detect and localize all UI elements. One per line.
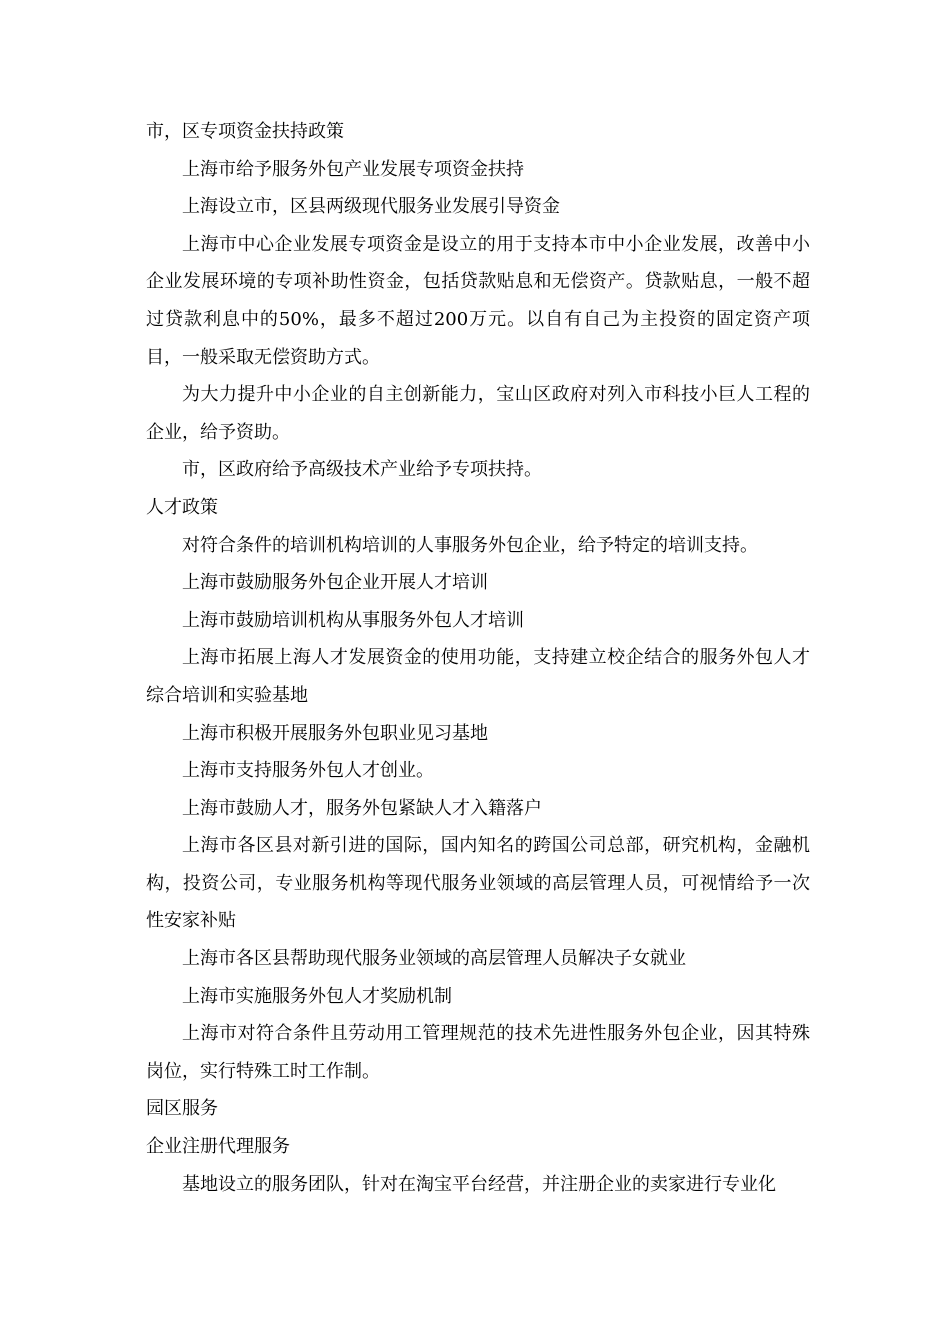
paragraph: 上海市中心企业发展专项资金是设立的用于支持本市中小企业发展，改善中小企业发展环境的专项补助性资金，包括贷款贴息和无偿资产。贷款贴息，一般不超过贷款利息中的50%，最多不超过200万元。以自有自己为主投资的固定资产项目，一般采取无偿资助方式。 — [146, 233, 810, 368]
paragraph: 上海市鼓励服务外包企业开展人才培训 — [182, 572, 488, 594]
section-heading: 人才政策 — [146, 496, 218, 518]
section-heading: 园区服务 — [146, 1098, 218, 1120]
subsection-heading: 企业注册代理服务 — [146, 1136, 290, 1158]
paragraph: 上海市各区县帮助现代服务业领域的高层管理人员解决子女就业 — [182, 948, 686, 970]
paragraph: 对符合条件的培训机构培训的人事服务外包企业，给予特定的培训支持。 — [182, 534, 758, 556]
paragraph: 基地设立的服务团队，针对在淘宝平台经营，并注册企业的卖家进行专业化 — [182, 1173, 776, 1195]
paragraph: 上海市拓展上海人才发展资金的使用功能，支持建立校企结合的服务外包人才综合培训和实验基地 — [146, 647, 810, 706]
paragraph: 上海市鼓励人才，服务外包紧缺人才入籍落户 — [182, 797, 542, 819]
paragraph: 上海市各区县对新引进的国际，国内知名的跨国公司总部，研究机构，金融机构，投资公司，专业服务机构等现代服务业领域的高层管理人员，可视情给予一次性安家补贴 — [146, 835, 810, 932]
paragraph: 上海设立市，区县两级现代服务业发展引导资金 — [182, 196, 560, 218]
paragraph: 市，区政府给予高级技术产业给予专项扶持。 — [182, 459, 542, 481]
paragraph: 上海市鼓励培训机构从事服务外包人才培训 — [182, 609, 524, 631]
paragraph: 上海市给予服务外包产业发展专项资金扶持 — [182, 158, 524, 180]
paragraph: 为大力提升中小企业的自主创新能力，宝山区政府对列入市科技小巨人工程的企业，给予资助。 — [146, 384, 810, 443]
paragraph: 上海市对符合条件且劳动用工管理规范的技术先进性服务外包企业，因其特殊岗位，实行特殊工时工作制。 — [146, 1023, 810, 1082]
section-heading: 市，区专项资金扶持政策 — [146, 121, 344, 142]
paragraph: 上海市实施服务外包人才奖励机制 — [182, 985, 452, 1007]
paragraph: 上海市积极开展服务外包职业见习基地 — [182, 722, 488, 744]
paragraph: 上海市支持服务外包人才创业。 — [182, 760, 434, 782]
document-body — [146, 113, 810, 1203]
